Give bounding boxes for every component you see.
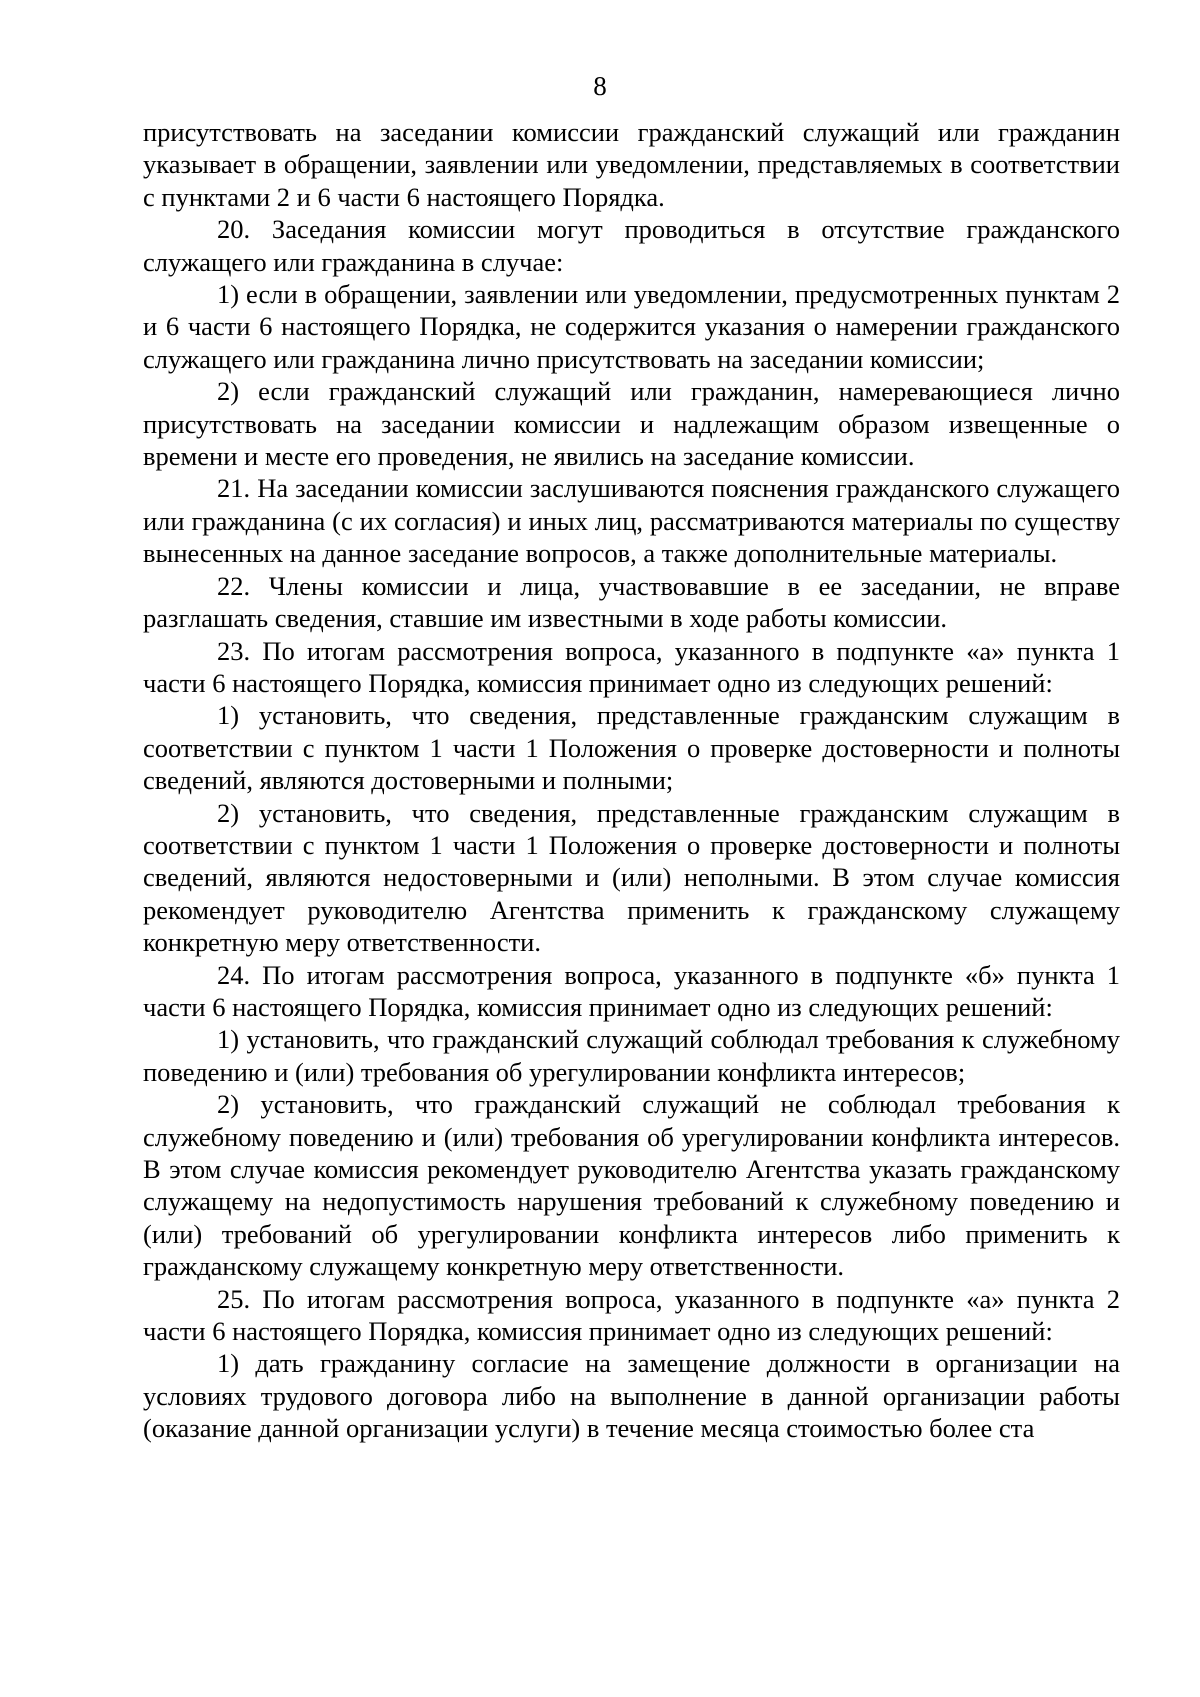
paragraph-23-item-1: 1) установить, что сведения, представленные гражданским служащим в соответствии с пунктом 1 части 1 Положения о проверке достоверности и полноты сведений, являются достоверными и полными; xyxy=(143,700,1120,796)
paragraph-25: 25. По итогам рассмотрения вопроса, указанного в подпункте «а» пункта 2 части 6 настоящего Порядка, комиссия принимает одно из следующих решений: xyxy=(143,1283,1120,1347)
paragraph-continuation: присутствовать на заседании комиссии гражданский служащий или гражданин указывает в обращении, заявлении или уведомлении, представляемых в соответствии с пунктами 2 и 6 части 6 настоящего Порядка. xyxy=(143,117,1120,212)
paragraph-21: 21. На заседании комиссии заслушиваются пояснения гражданского служащего или гражданина (с их согласия) и иных лиц, рассматриваются материалы по существу вынесенных на данное заседание вопросов, а также дополнительные материалы. xyxy=(143,473,1120,569)
paragraph-24: 24. По итогам рассмотрения вопроса, указанного в подпункте «б» пункта 1 части 6 настоящего Порядка, комиссия принимает одно из следующих решений: xyxy=(143,959,1120,1022)
paragraph-23: 23. По итогам рассмотрения вопроса, указанного в подпункте «а» пункта 1 части 6 настоящего Порядка, комиссия принимает одно из следующих решений: xyxy=(143,635,1120,698)
paragraph-20-item-1: 1) если в обращении, заявлении или уведомлении, предусмотренных пунктам 2 и 6 части 6 настоящего Порядка, не содержится указания о намерении гражданского служащего или гражданина лично присутствовать на заседании комиссии; xyxy=(143,279,1120,374)
page-number: 8 xyxy=(593,71,607,101)
paragraph-23-item-2: 2) установить, что сведения, представленные гражданским служащим в соответствии с пунктом 1 части 1 Положения о проверке достоверности и полноты сведений, являются недостоверными и (или) неполными. В этом случае комиссия рекомендует руководителю Агентства применить к гражданскому служащему конкретную меру ответственности. xyxy=(143,797,1120,958)
paragraph-25-item-1: 1) дать гражданину согласие на замещение должности в организации на условиях трудового договора либо на выполнение в данной организации работы (оказание данной организации услуги) в течение месяца стоимостью более ста xyxy=(143,1348,1120,1444)
document-body xyxy=(143,116,1120,1445)
paragraph-24-item-2: 2) установить, что гражданский служащий не соблюдал требования к служебному поведению и (или) требования об урегулировании конфликта интересов. В этом случае комиссия рекомендует руководителю Агентства указать гражданскому служащему на недопустимость нарушения требований к служебному поведению и (или) требований об урегулировании конфликта интересов либо применить к гражданскому служащему конкретную меру ответственности. xyxy=(143,1089,1120,1282)
paragraph-24-item-1: 1) установить, что гражданский служащий соблюдал требования к служебному поведению и (или) требования об урегулировании конфликта интересов; xyxy=(143,1024,1120,1087)
paragraph-22: 22. Члены комиссии и лица, участвовавшие в ее заседании, не вправе разглашать сведения, ставшие им известными в ходе работы комиссии. xyxy=(143,570,1120,634)
paragraph-20-item-2: 2) если гражданский служащий или гражданин, намеревающиеся лично присутствовать на заседании комиссии и надлежащим образом извещенные о времени и месте его проведения, не явились на заседание комиссии. xyxy=(143,376,1120,472)
paragraph-20: 20. Заседания комиссии могут проводиться в отсутствие гражданского служащего или гражданина в случае: xyxy=(143,214,1120,277)
